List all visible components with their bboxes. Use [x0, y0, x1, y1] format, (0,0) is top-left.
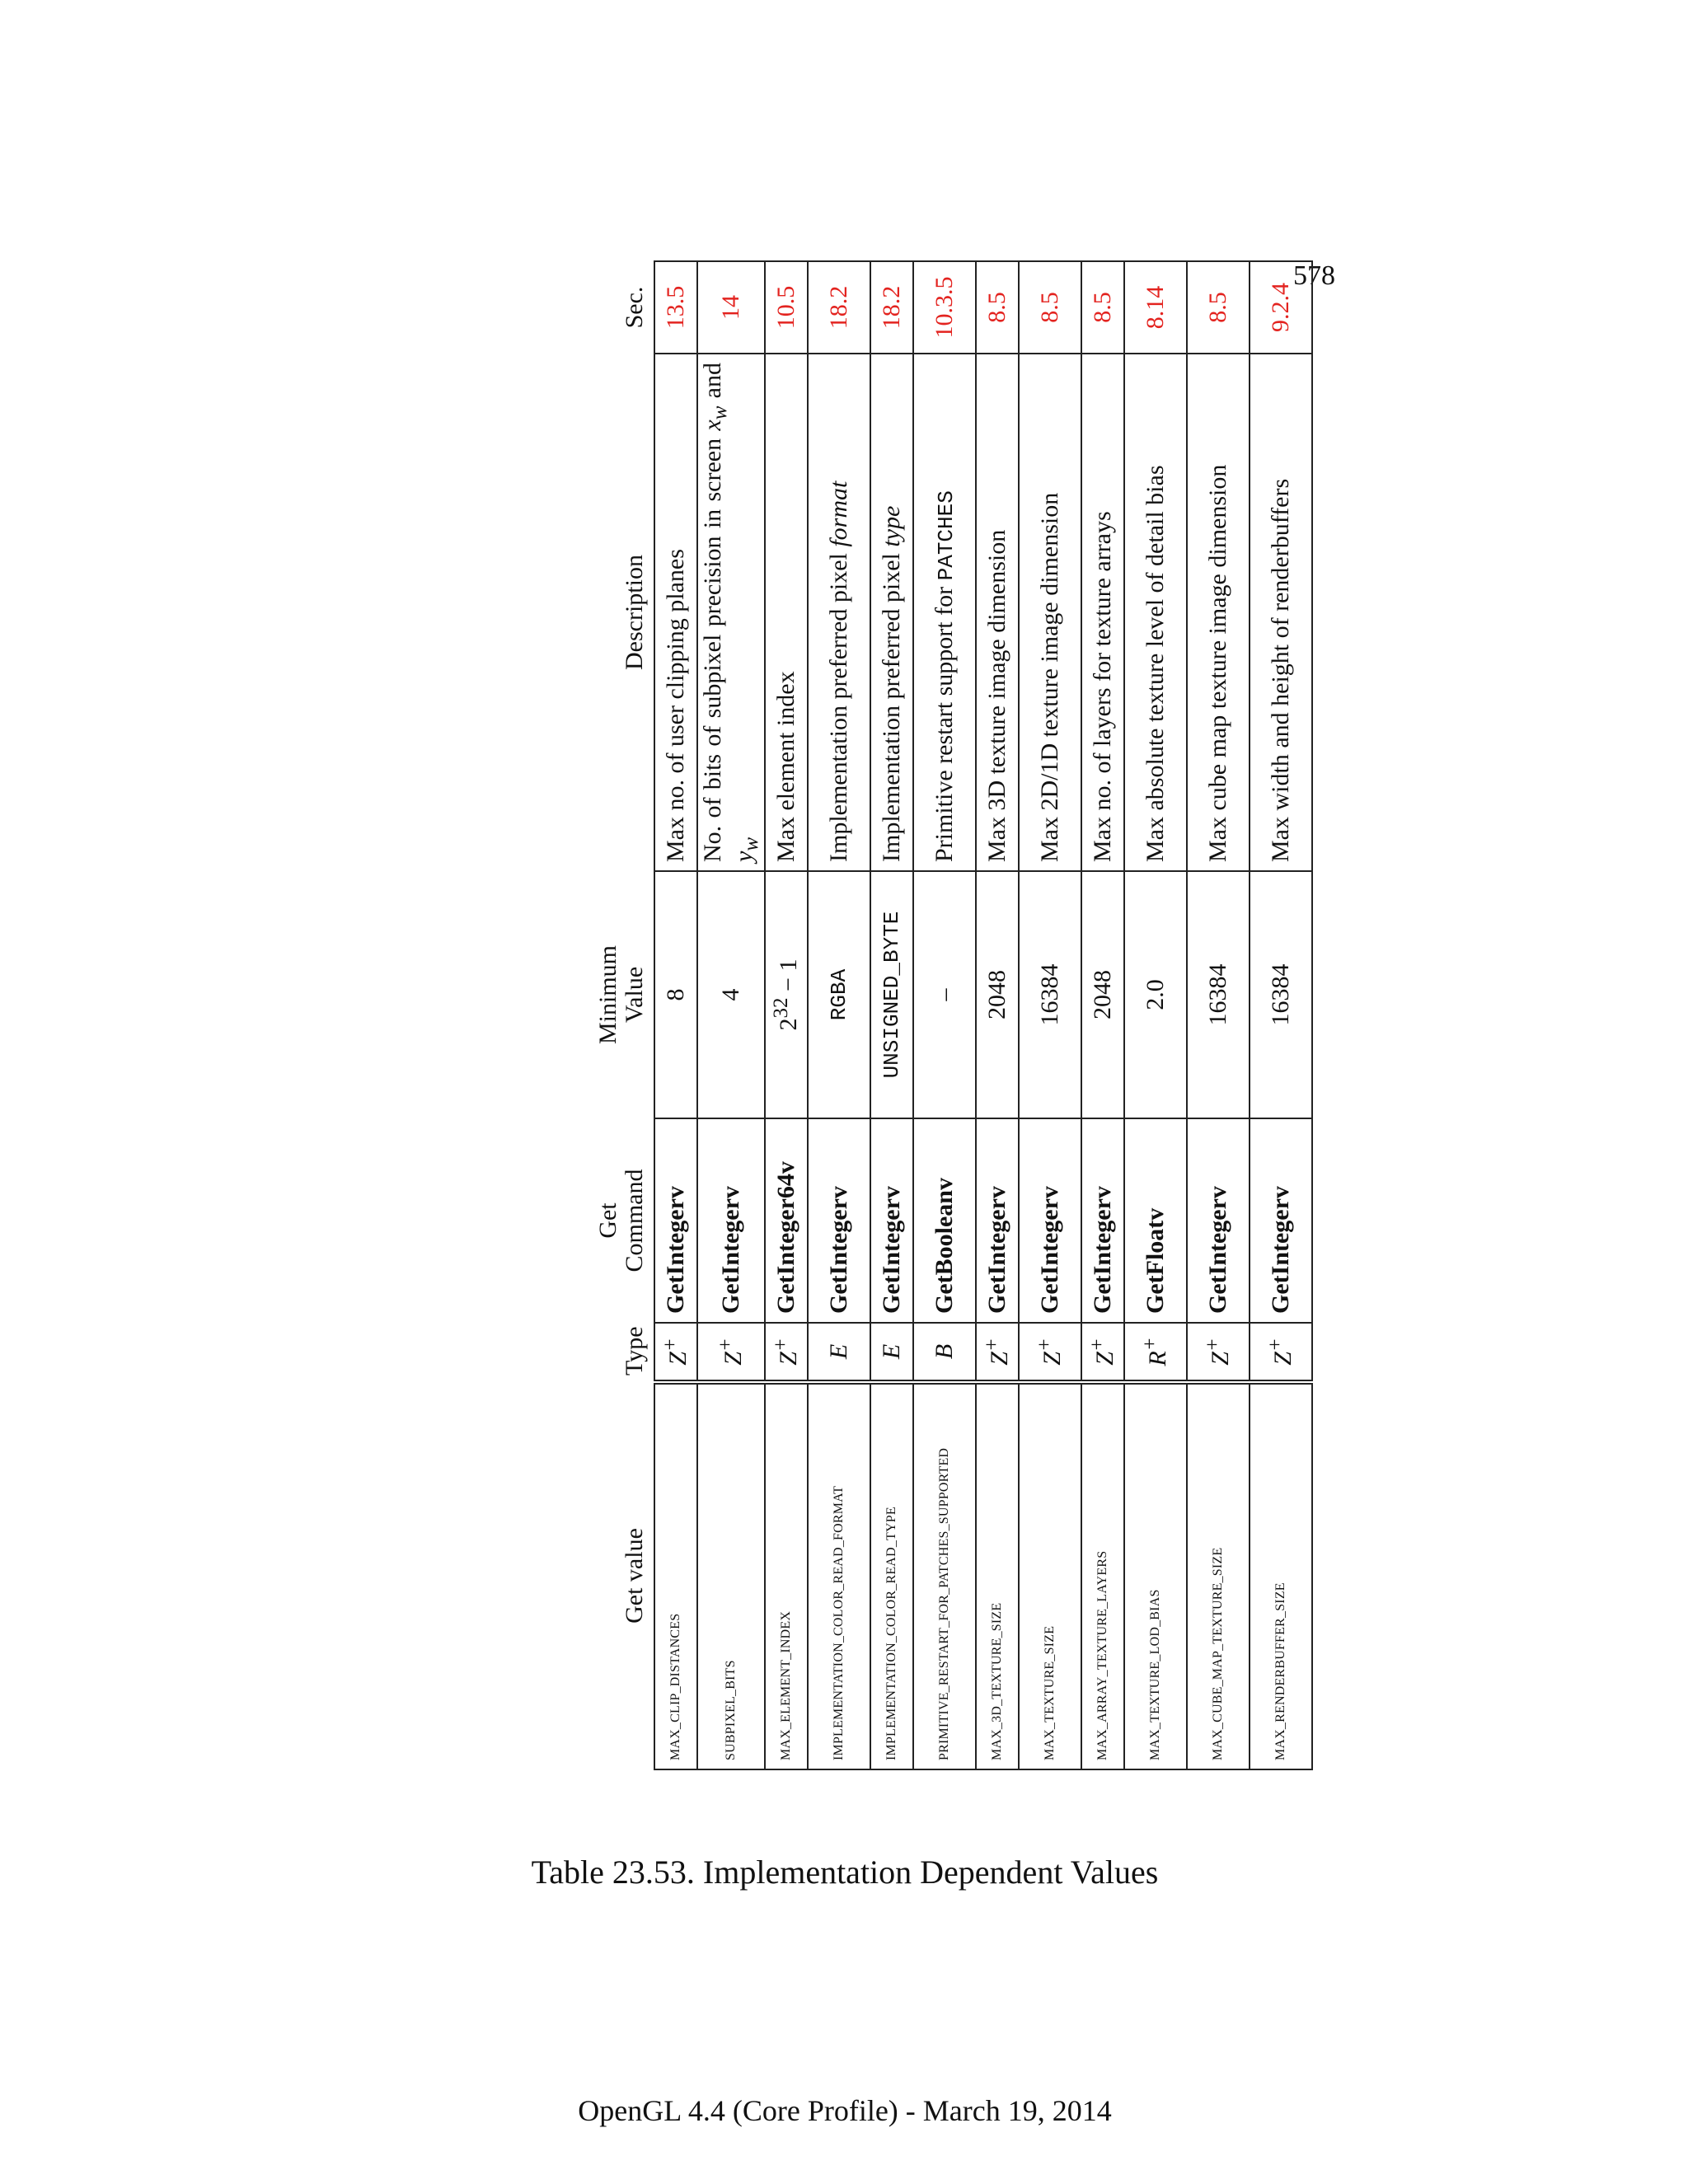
type-cell: Z+: [697, 1323, 765, 1382]
table-row: [1081, 261, 1124, 1769]
table-row: [1019, 261, 1081, 1769]
type-cell: B: [913, 1323, 976, 1382]
command-cell: GetIntegerv: [1250, 1118, 1312, 1323]
min-value-cell: 16384: [1250, 871, 1312, 1118]
type-cell: Z+: [1081, 1323, 1124, 1382]
command-cell: GetIntegerv: [697, 1118, 765, 1323]
get-value-cell: MAX_TEXTURE_SIZE: [1019, 1382, 1081, 1769]
section-link[interactable]: 8.5: [1081, 261, 1124, 354]
min-value-cell: 4: [697, 871, 765, 1118]
table-row: [1124, 261, 1187, 1769]
section-link[interactable]: 8.5: [1019, 261, 1081, 354]
command-cell: GetIntegerv: [654, 1118, 697, 1323]
description-cell: Implementation preferred pixel format: [808, 354, 870, 871]
section-link[interactable]: 10.5: [765, 261, 808, 354]
type-cell: Z+: [1019, 1323, 1081, 1382]
table-row: [1187, 261, 1250, 1769]
type-cell: Z+: [976, 1323, 1019, 1382]
table-row: [976, 261, 1019, 1769]
implementation-values-table: [593, 262, 1297, 1770]
table-row: [1250, 261, 1312, 1769]
header-type: Type: [621, 1326, 649, 1376]
min-value-cell: 2048: [1081, 871, 1124, 1118]
get-value-cell: IMPLEMENTATION_COLOR_READ_TYPE: [870, 1382, 913, 1769]
section-link[interactable]: 13.5: [654, 261, 697, 354]
min-value-cell: UNSIGNED_BYTE: [870, 871, 913, 1118]
command-cell: GetInteger64v: [765, 1118, 808, 1323]
description-cell: Max no. of layers for texture arrays: [1081, 354, 1124, 871]
command-cell: GetIntegerv: [870, 1118, 913, 1323]
table-row: [697, 261, 765, 1769]
table-row: [913, 261, 976, 1769]
command-cell: GetIntegerv: [808, 1118, 870, 1323]
get-value-cell: MAX_CUBE_MAP_TEXTURE_SIZE: [1187, 1382, 1250, 1769]
get-value-cell: MAX_ELEMENT_INDEX: [765, 1382, 808, 1769]
section-link[interactable]: 18.2: [870, 261, 913, 354]
get-value-cell: MAX_ARRAY_TEXTURE_LAYERS: [1081, 1382, 1124, 1769]
min-value-cell: 2048: [976, 871, 1019, 1118]
description-cell: Max absolute texture level of detail bias: [1124, 354, 1187, 871]
command-cell: GetIntegerv: [1019, 1118, 1081, 1323]
get-value-cell: SUBPIXEL_BITS: [697, 1382, 765, 1769]
type-cell: Z+: [1250, 1323, 1312, 1382]
command-cell: GetIntegerv: [1187, 1118, 1250, 1323]
table-row: [765, 261, 808, 1769]
header-section: Sec.: [621, 286, 649, 329]
header-get-command: Get Command: [594, 1169, 649, 1272]
type-cell: Z+: [765, 1323, 808, 1382]
type-cell: E: [808, 1323, 870, 1382]
description-cell: Max no. of user clipping planes: [654, 354, 697, 871]
table-row: [654, 261, 697, 1769]
get-value-cell: IMPLEMENTATION_COLOR_READ_FORMAT: [808, 1382, 870, 1769]
min-value-cell: 8: [654, 871, 697, 1118]
description-cell: Max 3D texture image dimension: [976, 354, 1019, 871]
get-value-cell: MAX_RENDERBUFFER_SIZE: [1250, 1382, 1312, 1769]
get-value-cell: MAX_TEXTURE_LOD_BIAS: [1124, 1382, 1187, 1769]
get-value-cell: MAX_CLIP_DISTANCES: [654, 1382, 697, 1769]
min-value-cell: 16384: [1187, 871, 1250, 1118]
description-cell: Primitive restart support for PATCHES: [913, 354, 976, 871]
section-link[interactable]: 8.14: [1124, 261, 1187, 354]
description-cell: Implementation preferred pixel type: [870, 354, 913, 871]
section-link[interactable]: 9.2.4: [1250, 261, 1312, 354]
min-value-cell: 16384: [1019, 871, 1081, 1118]
min-value-cell: 2.0: [1124, 871, 1187, 1118]
type-cell: E: [870, 1323, 913, 1382]
section-link[interactable]: 18.2: [808, 261, 870, 354]
min-value-cell: RGBA: [808, 871, 870, 1118]
type-cell: Z+: [1187, 1323, 1250, 1382]
type-cell: R+: [1124, 1323, 1187, 1382]
table-row: [870, 261, 913, 1769]
command-cell: GetBooleanv: [913, 1118, 976, 1323]
page-footer: OpenGL 4.4 (Core Profile) - March 19, 2014: [578, 2094, 1112, 2127]
description-cell: Max width and height of renderbuffers: [1250, 354, 1312, 871]
command-cell: GetIntegerv: [976, 1118, 1019, 1323]
description-cell: Max cube map texture image dimension: [1187, 354, 1250, 871]
description-cell: Max 2D/1D texture image dimension: [1019, 354, 1081, 871]
header-description: Description: [621, 555, 649, 670]
get-value-cell: PRIMITIVE_RESTART_FOR_PATCHES_SUPPORTED: [913, 1382, 976, 1769]
type-cell: Z+: [654, 1323, 697, 1382]
min-value-cell: –: [913, 871, 976, 1118]
section-link[interactable]: 14: [697, 261, 765, 354]
table-row: [808, 261, 870, 1769]
command-cell: GetIntegerv: [1081, 1118, 1124, 1323]
table-caption: Table 23.53. Implementation Dependent Values: [531, 1854, 1159, 1891]
description-cell: No. of bits of subpixel precision in screen $x_w$ and $y_w$: [697, 354, 765, 871]
page-number: 578: [1293, 260, 1335, 291]
command-cell: GetFloatv: [1124, 1118, 1187, 1323]
description-cell: Max element index: [765, 354, 808, 871]
get-value-cell: MAX_3D_TEXTURE_SIZE: [976, 1382, 1019, 1769]
header-get-value: Get value: [621, 1528, 649, 1624]
section-link[interactable]: 8.5: [976, 261, 1019, 354]
section-link[interactable]: 10.3.5: [913, 261, 976, 354]
section-link[interactable]: 8.5: [1187, 261, 1250, 354]
min-value-cell: $2^{32} - 1$: [765, 871, 808, 1118]
header-minimum-value: Minimum Value: [594, 945, 649, 1045]
